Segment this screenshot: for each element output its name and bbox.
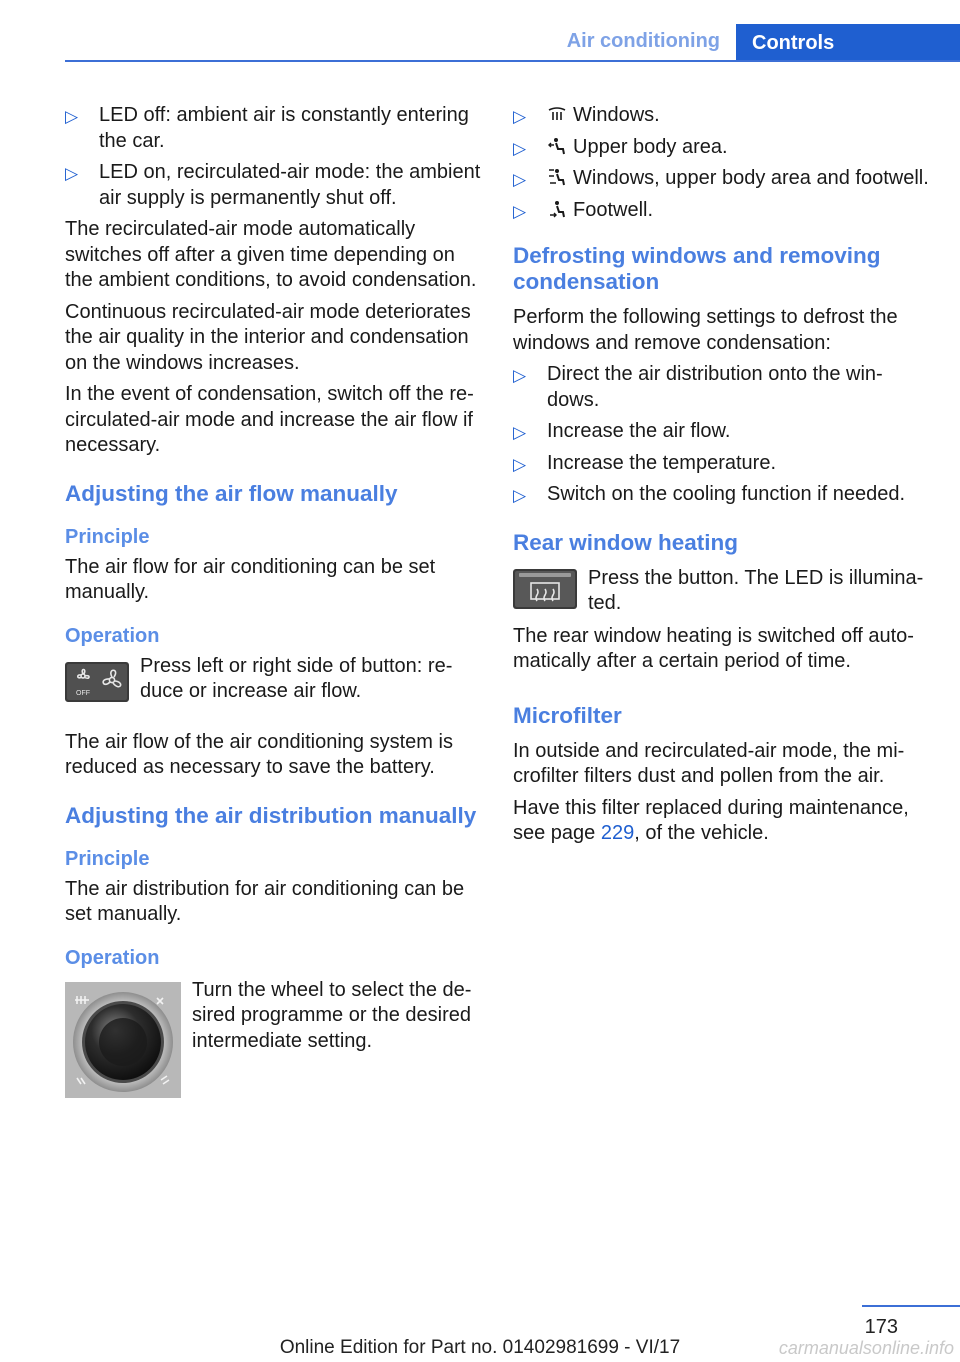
list-item: ▷ Windows. <box>513 103 933 129</box>
list-item: ▷ Direct the air distribution onto the win-dows. <box>513 363 883 411</box>
paragraph: The rear window heating is switched off auto-matically after a certain period of time. <box>513 624 914 672</box>
air-distribution-wheel-icon <box>65 982 181 1098</box>
left-column <box>65 103 483 1104</box>
bullet-triangle-icon: ▷ <box>513 170 527 189</box>
page-link-229[interactable]: 229 <box>600 822 635 844</box>
bullet-triangle-icon: ▷ <box>65 107 79 126</box>
bullet-triangle-icon: ▷ <box>513 138 527 158</box>
paragraph: In outside and recirculated-air mode, the mi-crofilter filters dust and pollen from the air. <box>513 739 905 787</box>
footer-rule <box>862 1305 960 1307</box>
paragraph: Perform the following settings to defrost the windows and remove condensation: <box>513 306 898 354</box>
section-heading: Microfilter <box>513 702 622 728</box>
airflow-operation-block <box>65 654 483 716</box>
section-heading: Rear window heating <box>513 529 739 555</box>
sub-heading: Principle <box>65 525 150 548</box>
sub-heading: Operation <box>65 946 160 969</box>
led-bullet-list <box>65 103 483 211</box>
sub-heading: Principle <box>65 847 150 870</box>
bullet-triangle-icon: ▷ <box>513 107 527 126</box>
bullet-triangle-icon: ▷ <box>513 423 527 442</box>
rear-window-text: Press the button. The LED is illumina-ted. <box>588 566 924 614</box>
header-rule <box>65 60 960 62</box>
bullet-triangle-icon: ▷ <box>513 366 527 385</box>
page-header <box>0 0 960 62</box>
list-item: ▷ Switch on the cooling function if needed. <box>513 482 933 508</box>
operation-text: Turn the wheel to select the de-sired programme or the desired intermediate setting. <box>192 978 472 1052</box>
airflow-button-icon <box>65 662 129 702</box>
watermark: carmanualsonline.info <box>778 1338 954 1358</box>
header-section-title: Air conditioning <box>566 30 720 52</box>
list-item: ▷ Windows, upper body area and footwell. <box>513 166 933 192</box>
footwell-icon <box>547 199 567 219</box>
right-column <box>513 103 933 853</box>
bullet-triangle-icon: ▷ <box>65 164 79 183</box>
list-item: ▷ Upper body area. <box>513 135 933 161</box>
windows-upper-footwell-icon <box>547 167 567 187</box>
svg-text:OFF: OFF <box>76 689 90 697</box>
section-heading: Adjusting the air distribution manually <box>65 802 477 828</box>
rear-window-block <box>513 566 933 618</box>
bullet-triangle-icon: ▷ <box>513 454 527 474</box>
list-item: ▷ Increase the air flow. <box>513 419 933 445</box>
sub-heading: Operation <box>65 624 160 647</box>
page-number: 173 <box>864 1316 898 1338</box>
paragraph: The air flow of the air conditioning system is reduced as necessary to save the battery. <box>65 730 453 778</box>
paragraph: Continuous recirculated-air mode deteriorates the air quality in the interior and condensation on the windows increases. <box>65 300 471 374</box>
section-heading: Defrosting windows and removing condensation <box>513 243 881 294</box>
distribution-operation-block <box>65 976 483 1098</box>
paragraph: In the event of condensation, switch off the re-circulated-air mode and increase the air flow if necessary. <box>65 383 474 456</box>
bullet-triangle-icon: ▷ <box>513 201 527 221</box>
bullet-triangle-icon: ▷ <box>513 486 527 505</box>
air-mode-list <box>513 103 933 223</box>
paragraph: Have this filter replaced during maintenance, see page 229, of the vehicle. <box>513 796 909 844</box>
list-item: ▷ Footwell. <box>513 198 933 224</box>
list-item: ▷ Increase the temperature. <box>513 451 933 477</box>
operation-text: Press left or right side of button: re-duce or increase air flow. <box>140 654 453 702</box>
section-heading: Adjusting the air flow manually <box>65 480 398 506</box>
list-item: ▷ LED off: ambient air is constantly entering the car. <box>65 104 469 152</box>
rear-window-heating-button-icon <box>513 569 577 609</box>
defrost-step-list <box>513 362 933 508</box>
list-item: ▷ LED on, recirculated-air mode: the ambient air supply is permanently shut off. <box>65 161 481 209</box>
upper-body-icon <box>547 136 567 156</box>
paragraph: The air flow for air conditioning can be set manually. <box>65 555 436 603</box>
header-tab-controls: Controls <box>736 24 960 62</box>
paragraph: The air distribution for air conditioning can be set manually. <box>65 877 465 925</box>
paragraph: The recirculated-air mode automatically switches off after a given time depending on the ambient conditions, to avoid condensation. <box>65 218 477 291</box>
edition-text: Online Edition for Part no. 01402981699 - VI/17 <box>279 1337 681 1358</box>
windows-icon <box>547 104 567 124</box>
